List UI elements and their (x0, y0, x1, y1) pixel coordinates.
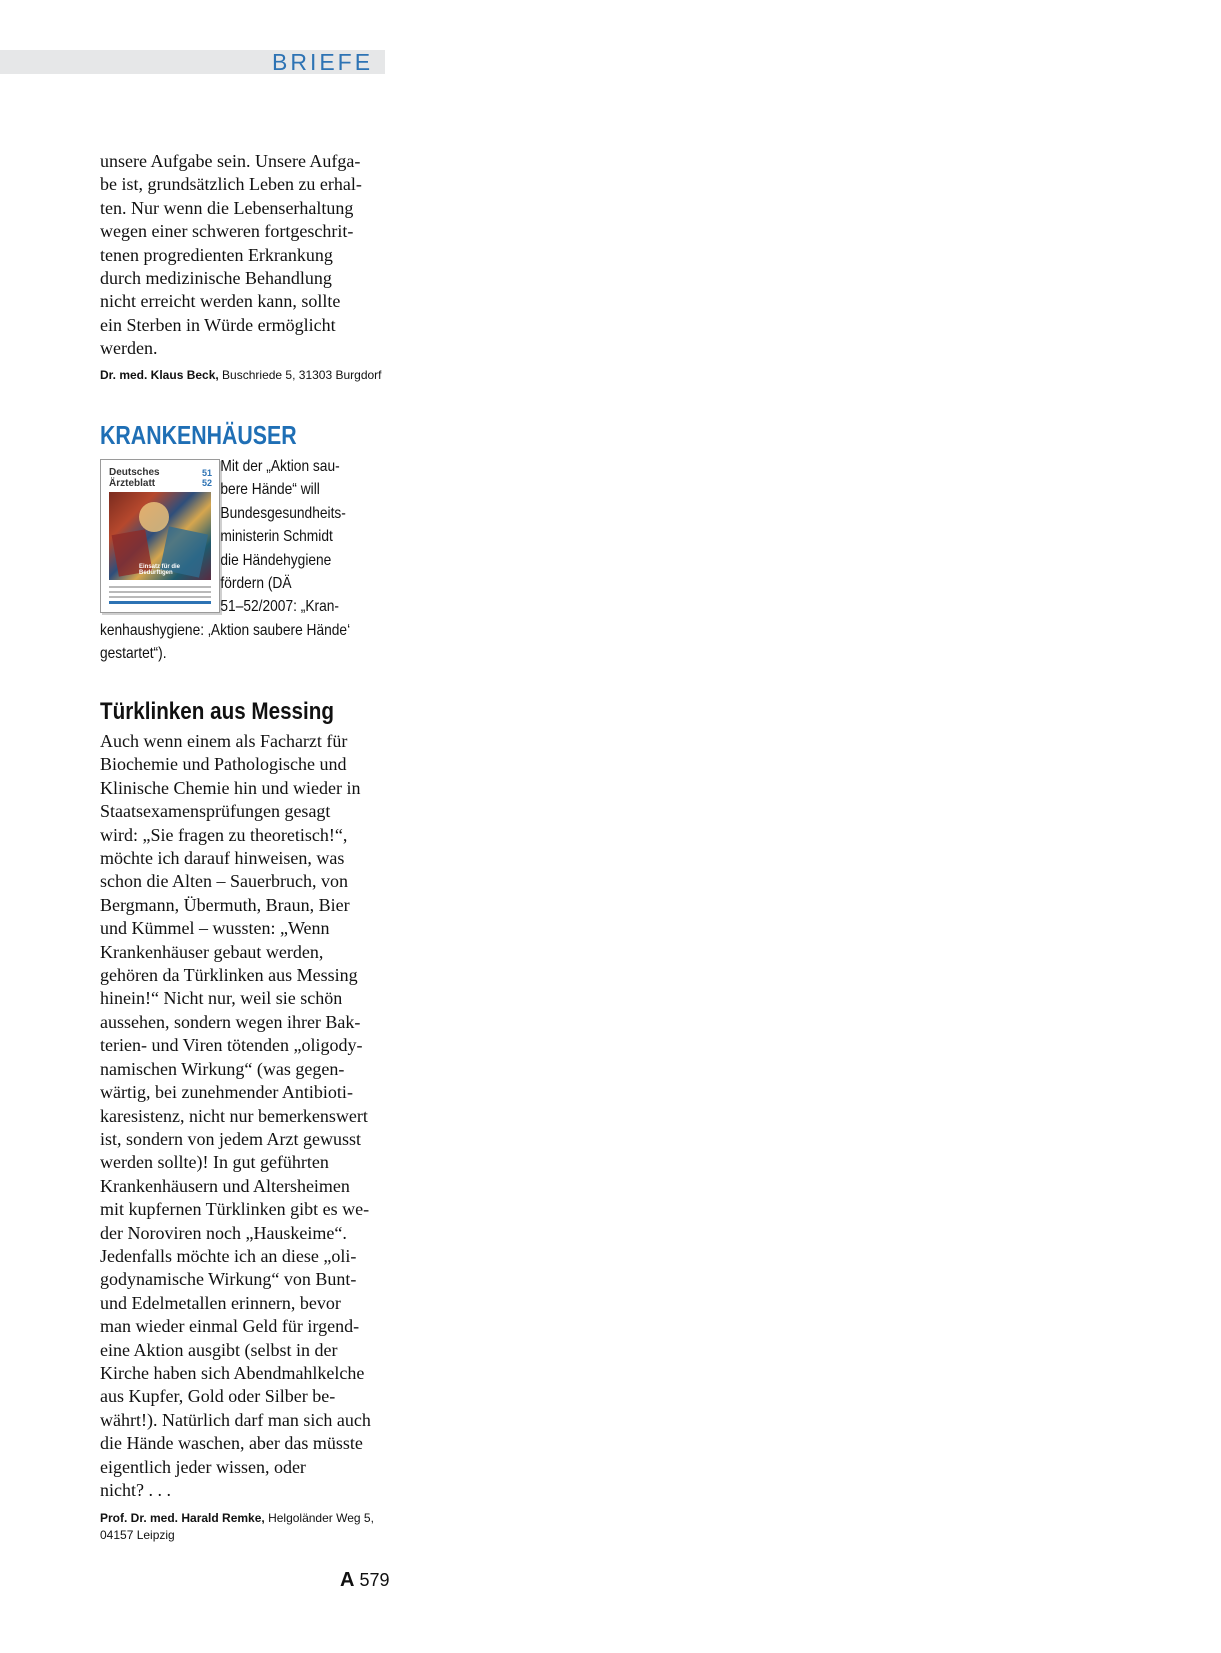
intro-line: ministerin Schmidt (220, 528, 333, 546)
text-line: be ist, grundsätzlich Leben zu erhal- (100, 174, 362, 195)
letter-1-signature (100, 367, 385, 384)
cover-issue-line: 51 (201, 468, 212, 478)
text-line: nicht? . . . (100, 1480, 171, 1500)
section-header-title: BRIEFE (272, 49, 374, 75)
text-line: mit kupfernen Türklinken gibt es we- (100, 1199, 370, 1220)
text-line: möchte ich darauf hinweisen, was (100, 848, 345, 869)
text-line: karesistenz, nicht nur bemerkenswert (100, 1105, 368, 1126)
text-line: Kirche haben sich Abendmahlkelche (100, 1362, 365, 1383)
text-line: und Edelmetallen erinnern, bevor (100, 1292, 341, 1313)
page-number-value: 579 (354, 1570, 390, 1590)
section-intro (100, 455, 385, 666)
intro-line: 51–52/2007: „Kran- (220, 598, 339, 616)
intro-line: Mit der „Aktion sau- (220, 458, 340, 475)
text-line: schon die Alten – Sauerbruch, von (100, 871, 348, 892)
text-line: wird: „Sie fragen zu theoretisch!“, (100, 824, 348, 845)
page-prefix: A (340, 1569, 355, 1591)
text-line: eine Aktion ausgibt (selbst in der (100, 1339, 338, 1360)
text-line: der Noroviren noch „Hauskeime“. (100, 1222, 347, 1243)
letter-1 (100, 150, 385, 384)
intro-line: kenhaushygiene: ‚Aktion saubere Hände‘ (100, 621, 351, 639)
text-line: Krankenhäuser gebaut werden, (100, 941, 324, 962)
text-line: Staatsexamensprüfungen gesagt (100, 801, 331, 822)
cover-caption: Einsatz für die Bedürftigen (139, 564, 181, 576)
letter-2-title: Türklinken aus Messing (100, 698, 334, 725)
text-line: währt!). Natürlich darf man sich auch (100, 1409, 371, 1430)
text-line: werden sollte)! In gut geführten (100, 1152, 329, 1173)
text-line: Krankenhäusern und Altersheimen (100, 1175, 350, 1196)
text-line: und Kümmel – wussten: „Wenn (100, 918, 330, 939)
cover-title-line: Deutsches (109, 467, 160, 478)
text-line: die Hände waschen, aber das müsste (100, 1433, 363, 1454)
text-line: wärtig, bei zunehmender Antibioti- (100, 1082, 353, 1103)
letter-1-body (100, 150, 385, 361)
text-line: unsere Aufgabe sein. Unsere Aufga- (100, 151, 361, 171)
letter-2 (100, 730, 385, 1544)
text-line: godynamische Wirkung“ von Bunt- (100, 1269, 357, 1290)
letter-2-address-city: 04157 Leipzig (100, 1528, 175, 1543)
text-line: aus Kupfer, Gold oder Silber be- (100, 1386, 336, 1407)
intro-line: gestartet“). (100, 645, 167, 663)
text-line: aussehen, sondern wegen ihrer Bak- (100, 1011, 361, 1032)
text-line: ten. Nur wenn die Lebenserhaltung (100, 197, 354, 218)
cover-title-line: Ärzteblatt (109, 478, 156, 489)
text-line: man wieder einmal Geld für irgend- (100, 1316, 360, 1337)
text-line: Bergmann, Übermuth, Braun, Bier (100, 894, 350, 915)
text-line: durch medizinische Behandlung (100, 268, 332, 289)
letter-2-author: Prof. Dr. med. Harald Remke, (100, 1511, 265, 1526)
text-line: Auch wenn einem als Facharzt für (100, 731, 348, 751)
text-line: gehören da Türklinken aus Messing (100, 965, 358, 986)
intro-line: Bundesgesundheits- (220, 504, 346, 522)
intro-line: fördern (DÄ (220, 575, 292, 593)
text-line: hinein!“ Nicht nur, weil sie schön (100, 988, 343, 1009)
text-line: Biochemie und Pathologische und (100, 754, 347, 775)
section-title: KRANKENHÄUSER (100, 420, 297, 450)
intro-line: bere Hände“ will (220, 481, 320, 499)
cover-issue-line: 52 (201, 478, 212, 488)
text-line: Jedenfalls möchte ich an diese „oli- (100, 1245, 357, 1266)
page-number (340, 1568, 390, 1592)
letter-2-body (100, 730, 385, 1502)
text-line: nicht erreicht werden kann, sollte (100, 291, 341, 312)
letter-2-address: Helgoländer Weg 5, (264, 1511, 374, 1526)
text-line: tenen progredienten Erkrankung (100, 244, 333, 265)
text-line: ist, sondern von jedem Arzt gewusst (100, 1128, 361, 1149)
text-line: eigentlich jeder wissen, oder (100, 1456, 306, 1477)
text-line: namischen Wirkung“ (was gegen- (100, 1058, 345, 1079)
intro-line: die Händehygiene (220, 551, 332, 569)
text-line: ein Sterben in Würde ermöglicht (100, 314, 336, 335)
letter-1-author: Dr. med. Klaus Beck, (100, 367, 219, 382)
text-line: Klinische Chemie hin und wieder in (100, 777, 361, 798)
text-line: terien- und Viren tötenden „oligody- (100, 1035, 363, 1056)
letter-1-address: Buschriede 5, 31303 Burgdorf (218, 367, 382, 382)
letter-2-signature (100, 1510, 385, 1544)
text-line: werden. (100, 338, 158, 359)
text-line: wegen einer schweren fortgeschrit- (100, 221, 354, 242)
